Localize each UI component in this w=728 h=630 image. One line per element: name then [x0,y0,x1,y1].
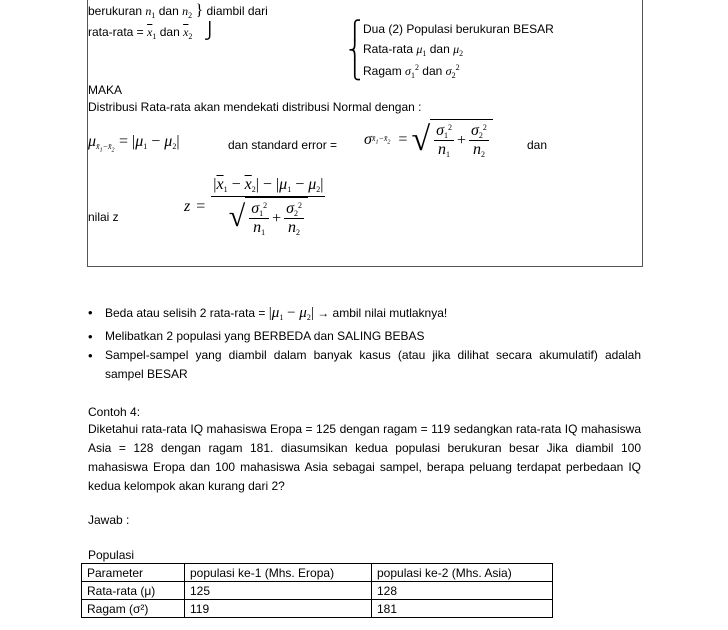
parameter-table [81,563,553,618]
condition-2: Rata-rata $\mu_1$ dan $\mu_2$ [363,42,464,58]
maka-label: MAKA [88,83,123,97]
bullet-item: • Sampel-sampel yang diambil dalam banyak kasus (atau jika dilihat secara akumulatif) adalah sampel BESAR [88,346,641,384]
brace: ⎧ ⎨ ⎩ [348,20,362,80]
dan-standard-error: dan standard error = [228,138,338,152]
condition-1: Dua (2) Populasi berukuran BESAR [363,22,554,36]
table-row [82,600,553,618]
table-cell: Rata-rata (μ) [82,582,185,600]
nilai-z-label: nilai z [88,210,119,224]
standard-error-formula: σ $x̄_1-x̄_2$ = √ $\frac{\sigma_1^2}{n_1}$ + $\frac{\sigma_2^2}{n_2}$ [364,120,493,160]
distribusi-text: Distribusi Rata-rata akan mendekati distribusi Normal dengan : [88,100,422,114]
box-line-1: berukuran $n_1$ dan $n_2$ } diambil dari [88,2,268,20]
table-header: Parameter [82,564,185,582]
box-line-2: rata-rata = $\overline{x}_1$ dan $\overline{x}_2$ ⎭ [88,23,216,41]
dan-label: dan [527,138,548,152]
populasi-label: Populasi [88,548,135,562]
bullet-item: • Melibatkan 2 populasi yang BERBEDA dan SALING BEBAS [88,327,641,346]
contoh-body: Diketahui rata-rata IQ mahasiswa Eropa = 125 dengan ragam = 119 sedangkan rata-rata IQ mahasiswa Asia = 128 dengan ragam 181. diasumsikan kedua populasi berukuran besar Jika diambil 100 mahasiswa Eropa dan 100 mahasiswa Asia sebagai sampel, berapa peluang terdapat perbedaan IQ kedua kelompok akan kurang dari 2? [88,422,641,493]
bullet-item: • Beda atau selisih 2 rata-rata = $|\mu_1 - \mu_2|$ → ambil nilai mutlaknya! [88,303,641,327]
table-header-row [82,564,553,582]
bullet-list [88,303,641,384]
table-cell: 128 [372,582,553,600]
table-header: populasi ke-1 (Mhs. Eropa) [185,564,372,582]
z-formula: z = $|\overline{x}_1 - \overline{x}_2| - |\mu_1 - \mu_2|$ √ $\frac{\sigma_1^2}{n_1}$ + $\frac{\sigma_2^2}{n_2}$ [184,176,324,237]
table-cell: 181 [372,600,553,618]
table-row [82,582,553,600]
table-cell: Ragam (σ²) [82,600,185,618]
table-header: populasi ke-2 (Mhs. Asia) [372,564,553,582]
contoh-title: Contoh 4: [88,405,141,419]
table-cell: 125 [185,582,372,600]
table-cell: 119 [185,600,372,618]
mu-formula: $\mu_{x̄_1-x̄_2} = |\mu_1 - \mu_2|$ [88,133,180,154]
condition-3: Ragam $\sigma_1^2$ dan $\sigma_2^2$ [363,63,460,80]
jawab-label: Jawab : [88,513,130,527]
